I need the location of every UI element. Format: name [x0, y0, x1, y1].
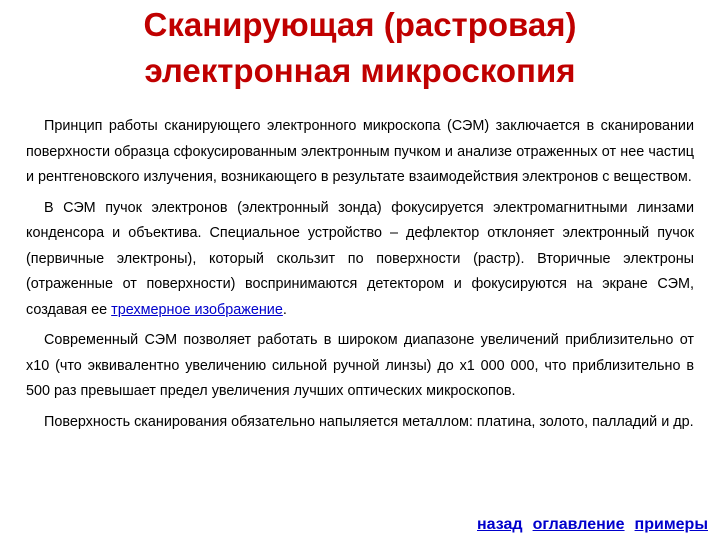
paragraph-principle: Принцип работы сканирующего электронного микроскопа (СЭМ) заключается в сканировании поверхности образца сфокусированным электронным пучком и анализе отраженных от нее частиц и рентгеновского излучения, возникающего в результате взаимодействия электронов с веществом.	[26, 118, 694, 185]
paragraph-beam-end: .	[282, 301, 287, 318]
paragraph-coating: Поверхность сканирования обязательно напыляется металлом: платина, золото, палладий и др.	[44, 413, 694, 430]
paragraph-magnification: Современный СЭМ позволяет работать в широком диапазоне увеличений приблизительно от х10 (что эквивалентно увеличению сильной ручной линзы) до х1 000 000, что приблизительно в 500 раз превышает предел увеличения лучших оптических микроскопов.	[26, 332, 694, 399]
back-link[interactable]: назад	[477, 516, 523, 533]
contents-link[interactable]: оглавление	[532, 516, 625, 533]
navigation-bar	[477, 516, 708, 534]
paragraph-beam	[26, 196, 694, 324]
examples-link[interactable]: примеры	[634, 516, 708, 533]
paragraph-beam-text: В СЭМ пучок электронов (электронный зонда) фокусируется электромагнитными линзами конденсора и объектива. Специальное устройство – дефлектор отклоняет электронный пучок (первичные электроны), который скользит по поверхности (растр). Вторичные электроны (отраженные от поверхности) воспринимаются детектором и фокусируются на экране СЭМ, создавая ее	[26, 199, 694, 318]
body-text	[26, 114, 694, 440]
title-line-2: электронная микроскопия	[144, 52, 576, 89]
3d-image-link[interactable]: трехмерное изображение	[111, 301, 283, 318]
title-line-1: Сканирующая (растровая)	[143, 6, 577, 43]
page-title	[0, 2, 720, 94]
